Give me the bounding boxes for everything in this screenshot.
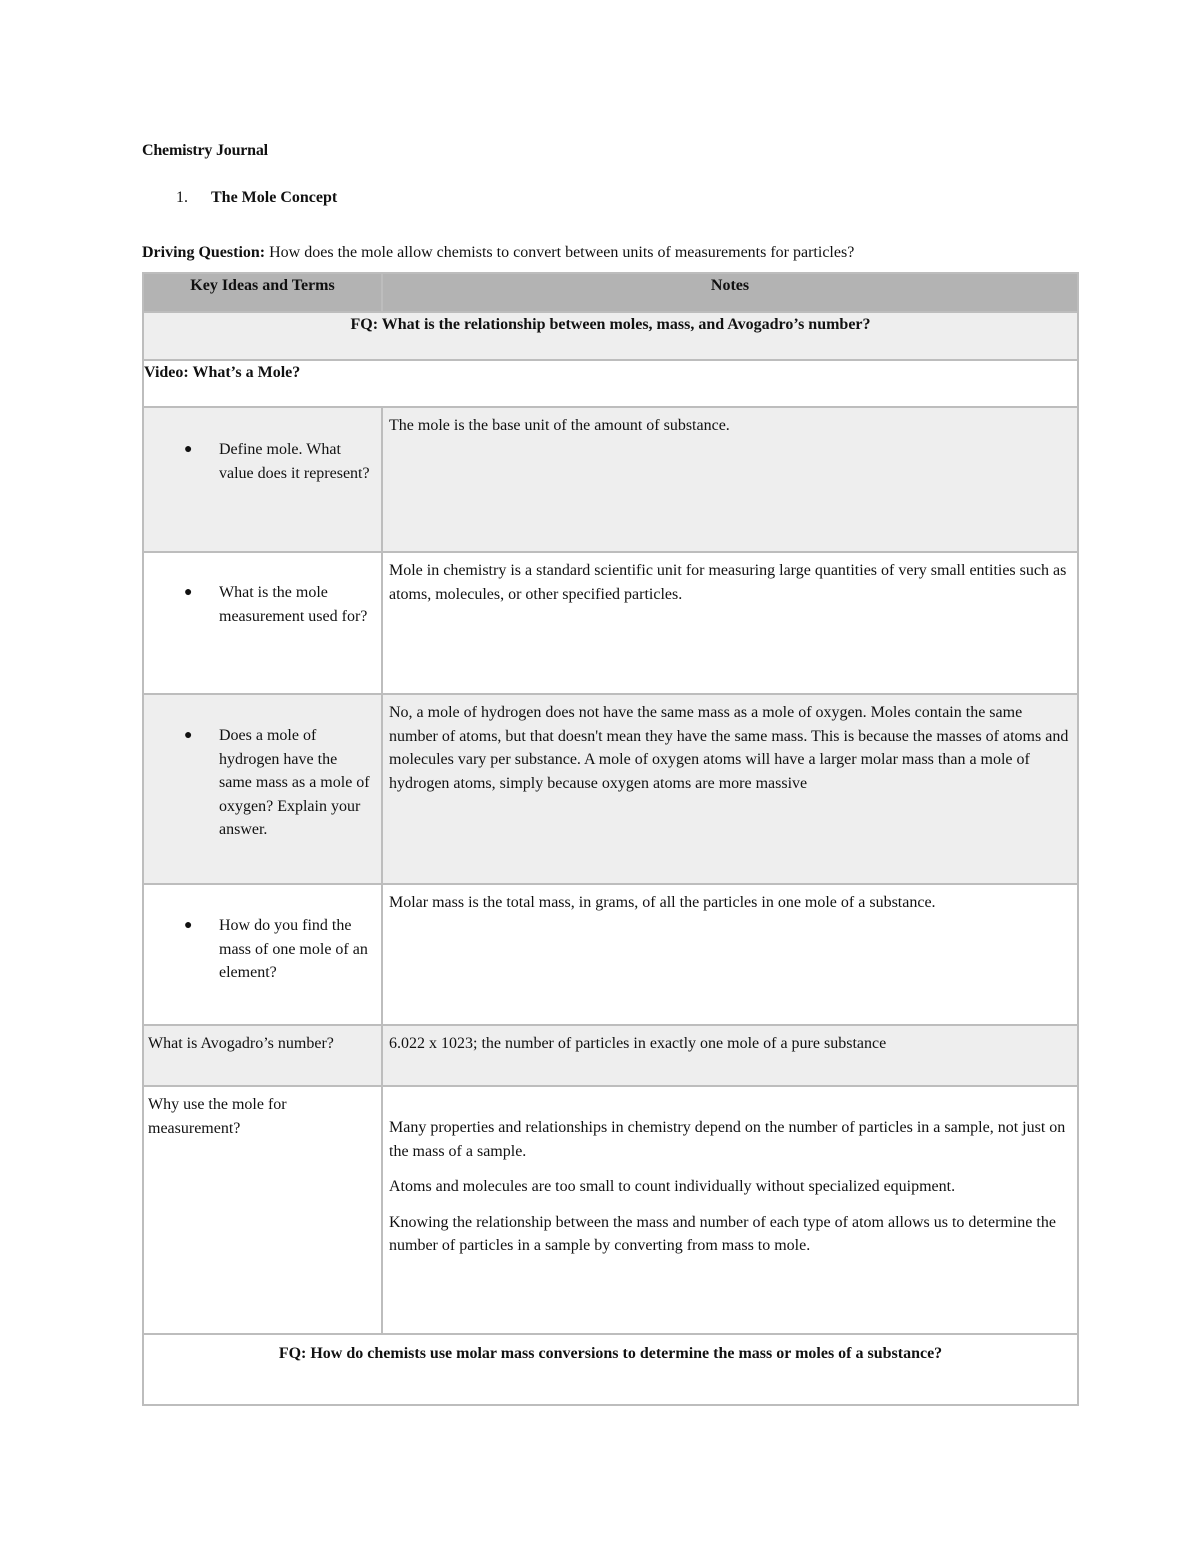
table-row bbox=[143, 552, 1078, 694]
key-idea-question: Define mole. What value does it represent? bbox=[219, 441, 370, 482]
notes-text: Many properties and relationships in chemistry depend on the number of particles in a sample, not just on the mass of a sample. bbox=[389, 1119, 1066, 1160]
table-row bbox=[143, 884, 1078, 1025]
key-idea-question: How do you find the mass of one mole of an element? bbox=[219, 917, 368, 981]
key-idea-cell bbox=[143, 552, 382, 694]
document-title: Chemistry Journal bbox=[142, 142, 268, 159]
bullet-icon: ● bbox=[184, 442, 193, 457]
bullet-icon: ● bbox=[184, 728, 193, 743]
notes-text: Molar mass is the total mass, in grams, of all the particles in one mole of a substance. bbox=[389, 894, 936, 911]
table-row bbox=[143, 1086, 1078, 1334]
key-idea-question: Does a mole of hydrogen have the same mass as a mole of oxygen? Explain your answer. bbox=[219, 727, 370, 838]
notes-text: 6.022 x 1023; the number of particles in exactly one mole of a pure substance bbox=[389, 1035, 887, 1052]
notes-cell bbox=[382, 552, 1078, 694]
header-key-ideas: Key Ideas and Terms bbox=[143, 273, 382, 312]
section-title: The Mole Concept bbox=[211, 189, 338, 206]
key-idea-cell bbox=[143, 884, 382, 1025]
notes-cell bbox=[382, 407, 1078, 552]
key-idea-question: Why use the mole for measurement? bbox=[148, 1096, 287, 1137]
video-row bbox=[143, 360, 1078, 407]
table-row bbox=[143, 407, 1078, 552]
focus-question-row bbox=[143, 312, 1078, 360]
video-title: Video: What’s a Mole? bbox=[143, 360, 1078, 407]
notes-text: Mole in chemistry is a standard scientific unit for measuring large quantities of very small entities such as atoms, molecules, or other specified particles. bbox=[389, 562, 1067, 603]
notes-text: The mole is the base unit of the amount of substance. bbox=[389, 417, 730, 434]
key-idea-cell bbox=[143, 694, 382, 884]
bullet-icon: ● bbox=[184, 585, 193, 600]
driving-question-label: Driving Question: bbox=[142, 244, 266, 261]
driving-question bbox=[142, 244, 854, 262]
notes-cell bbox=[382, 884, 1078, 1025]
notes-text: No, a mole of hydrogen does not have the same mass as a mole of oxygen. Moles contain the same number of atoms, but that doesn't mean they have the same mass. This is because the masses of atoms and molecules vary per substance. A mole of oxygen atoms will have a larger molar mass than a mole of hydrogen atoms, simply because oxygen atoms are more massive bbox=[389, 704, 1069, 792]
journal-table-container bbox=[142, 272, 1077, 1406]
journal-table bbox=[142, 272, 1079, 1406]
focus-question-2: FQ: How do chemists use molar mass conversions to determine the mass or moles of a substance? bbox=[143, 1334, 1078, 1405]
key-idea-cell bbox=[143, 1025, 382, 1086]
key-idea-cell bbox=[143, 407, 382, 552]
notes-text: Knowing the relationship between the mass and number of each type of atom allows us to determine the number of particles in a sample by converting from mass to mole. bbox=[389, 1213, 1056, 1254]
notes-cell bbox=[382, 1025, 1078, 1086]
focus-question-row bbox=[143, 1334, 1078, 1405]
notes-cell bbox=[382, 694, 1078, 884]
driving-question-text: How does the mole allow chemists to convert between units of measurements for particles? bbox=[269, 244, 855, 261]
section-number: 1. bbox=[176, 189, 188, 206]
notes-cell bbox=[382, 1086, 1078, 1334]
section-heading bbox=[176, 189, 337, 207]
bullet-icon: ● bbox=[184, 918, 193, 933]
table-row bbox=[143, 694, 1078, 884]
key-idea-question: What is the mole measurement used for? bbox=[219, 584, 368, 625]
key-idea-question: What is Avogadro’s number? bbox=[148, 1035, 334, 1052]
table-header-row bbox=[143, 273, 1078, 312]
focus-question-1: FQ: What is the relationship between moles, mass, and Avogadro’s number? bbox=[143, 312, 1078, 360]
key-idea-cell bbox=[143, 1086, 382, 1334]
header-notes: Notes bbox=[382, 273, 1078, 312]
notes-text: Atoms and molecules are too small to count individually without specialized equipment. bbox=[389, 1178, 956, 1195]
table-row bbox=[143, 1025, 1078, 1086]
